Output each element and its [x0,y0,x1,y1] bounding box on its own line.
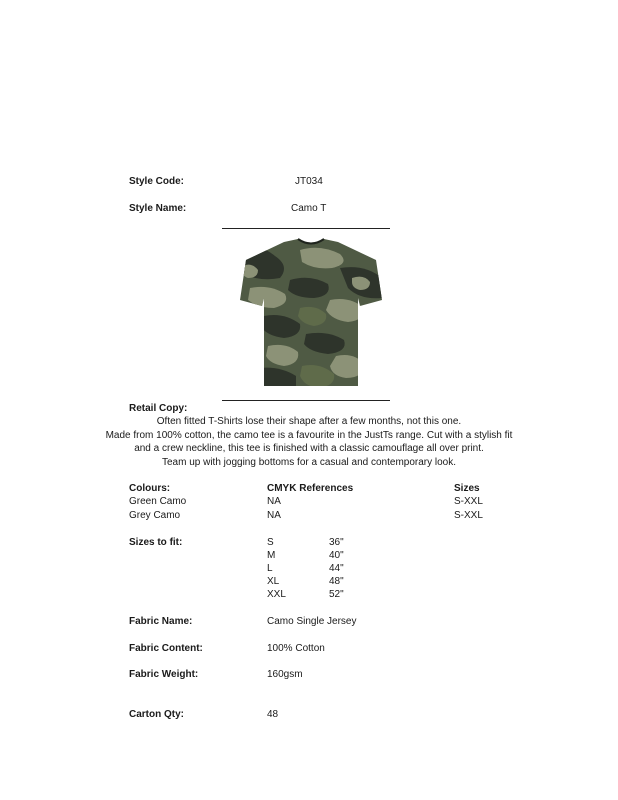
colour-cmyk: NA [267,510,281,521]
top-divider [222,228,390,229]
fit-chest: 44" [329,563,344,574]
camo-tshirt-image [240,238,382,388]
fabric-content-label: Fabric Content: [129,643,203,654]
fit-chest: 52" [329,589,344,600]
style-code-value: JT034 [295,176,323,187]
fabric-name-label: Fabric Name: [129,616,193,627]
colour-name: Green Camo [129,496,187,507]
fit-chest: 40" [329,550,344,561]
colours-header: Colours: [129,483,171,494]
cmyk-header: CMYK References [267,483,354,494]
colour-cmyk: NA [267,496,281,507]
style-code-label: Style Code: [129,176,185,187]
colour-name: Grey Camo [129,510,181,521]
carton-qty-label: Carton Qty: [129,709,184,720]
fabric-weight-label: Fabric Weight: [129,669,199,680]
fit-chest: 36" [329,537,344,548]
fabric-weight-value: 160gsm [267,669,303,680]
retail-copy-line: Team up with jogging bottoms for a casual and contemporary look. [161,457,457,468]
fit-size: L [267,563,273,574]
colour-sizes: S-XXL [454,496,483,507]
fit-chest: 48" [329,576,344,587]
style-name-value: Camo T [291,203,327,214]
retail-copy-line: and a crew neckline, this tee is finished with a classic camouflage all over print. [134,443,484,454]
fit-size: S [267,537,274,548]
carton-qty-value: 48 [267,709,279,720]
sizes-to-fit-label: Sizes to fit: [129,537,183,548]
fit-size: XL [267,576,280,587]
retail-copy-line: Often fitted T-Shirts lose their shape after a few months, not this one. [156,416,462,427]
bottom-divider [222,400,390,401]
sizes-header: Sizes [454,483,480,494]
colour-sizes: S-XXL [454,510,483,521]
retail-copy-line: Made from 100% cotton, the camo tee is a favourite in the JustTs range. Cut with a stylish fit [105,430,513,441]
fit-size: M [267,550,276,561]
fabric-name-value: Camo Single Jersey [267,616,357,627]
fit-size: XXL [267,589,286,600]
retail-copy-label: Retail Copy: [129,403,188,414]
style-name-label: Style Name: [129,203,187,214]
fabric-content-value: 100% Cotton [267,643,325,654]
